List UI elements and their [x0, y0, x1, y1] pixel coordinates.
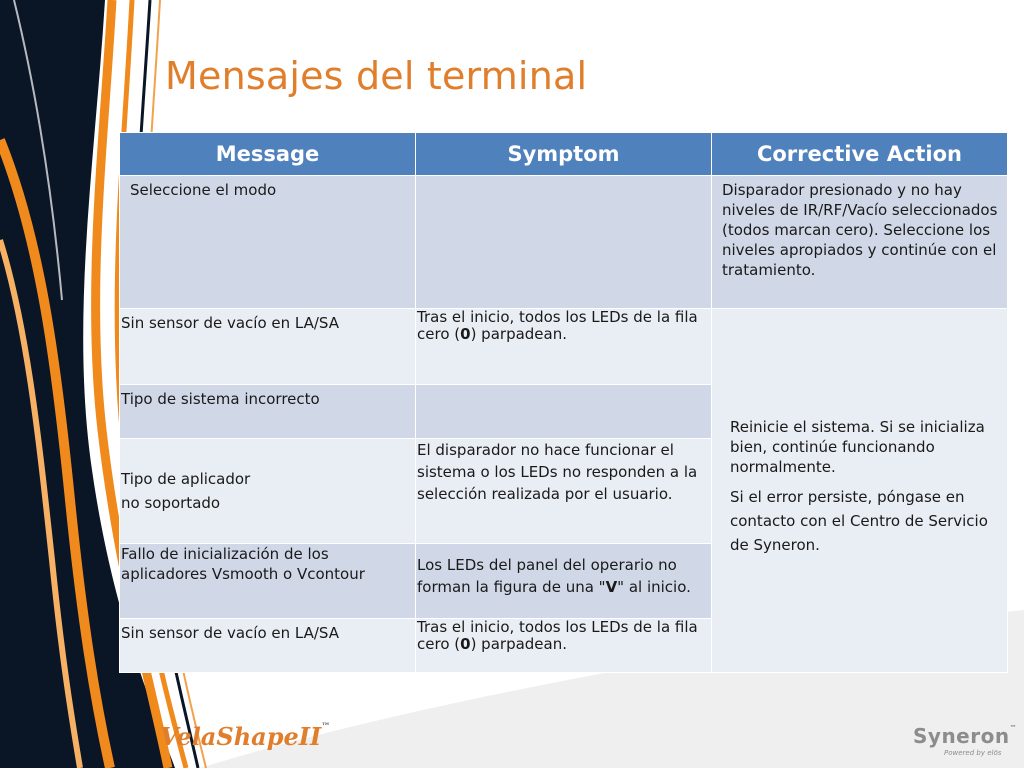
- table-row: [120, 176, 1008, 309]
- symptom-text: Tras el inicio, todos los LEDs de la fila cero (: [417, 308, 698, 343]
- message-cell: Tipo de sistema incorrecto: [120, 385, 416, 439]
- message-line: no soportado: [121, 494, 221, 512]
- page-title: Mensajes del terminal: [165, 54, 588, 98]
- header-message: Message: [120, 133, 416, 176]
- syneron-tagline: Powered by elōs: [944, 749, 1002, 757]
- merged-action-cell: [712, 309, 1008, 673]
- symptom-cell: [416, 385, 712, 439]
- velashape-logo-tm: ™: [321, 722, 331, 732]
- symptom-text: Tras el inicio, todos los LEDs de la fila cero (: [417, 618, 698, 653]
- terminal-messages-table: [119, 132, 1008, 673]
- header-symptom: Symptom: [416, 133, 712, 176]
- symptom-text: " al inicio.: [617, 578, 691, 596]
- symptom-cell: [416, 309, 712, 385]
- message-cell: Fallo de inicialización de los aplicadores Vsmooth o Vcontour: [120, 544, 416, 619]
- symptom-text: ) parpadean.: [470, 635, 567, 653]
- action-paragraph-2: Si el error persiste, póngase en contacto con el Centro de Servicio de Syneron.: [730, 487, 988, 554]
- table-header-row: [120, 133, 1008, 176]
- symptom-bold-text: V: [605, 578, 618, 596]
- message-line: Tipo de aplicador: [121, 470, 251, 488]
- syneron-logo-tm: ™: [1009, 724, 1018, 732]
- message-cell: Seleccione el modo: [120, 176, 416, 309]
- message-cell: Sin sensor de vacío en LA/SA: [120, 619, 416, 673]
- message-cell: Sin sensor de vacío en LA/SA: [120, 309, 416, 385]
- header-corrective-action: Corrective Action: [712, 133, 1008, 176]
- symptom-bold-text: 0: [460, 325, 471, 343]
- action-paragraph-1: Reinicie el sistema. Si se inicializa bien, continúe funcionando normalmente.: [730, 417, 985, 476]
- action-cell: Disparador presionado y no hay niveles de IR/RF/Vacío seleccionados (todos marcan cero). Seleccione los niveles apropiados y continúe con el tratamiento.: [712, 176, 1008, 309]
- velashape-logo: [160, 722, 330, 751]
- syneron-logo: [913, 724, 1017, 748]
- table-row: [120, 309, 1008, 385]
- velashape-logo-mark: II: [298, 722, 322, 751]
- symptom-cell: [416, 544, 712, 619]
- symptom-bold-text: 0: [460, 635, 471, 653]
- symptom-cell: El disparador no hace funcionar el sistema o los LEDs no responden a la selección realizada por el usuario.: [416, 439, 712, 544]
- velashape-logo-text: VelaShape: [160, 722, 299, 751]
- symptom-cell: [416, 176, 712, 309]
- symptom-text: ) parpadean.: [470, 325, 567, 343]
- symptom-text: Los LEDs del panel del operario no forman la figura de una ": [417, 556, 677, 596]
- message-cell: [120, 439, 416, 544]
- symptom-cell: [416, 619, 712, 673]
- syneron-logo-text: Syneron: [913, 724, 1010, 748]
